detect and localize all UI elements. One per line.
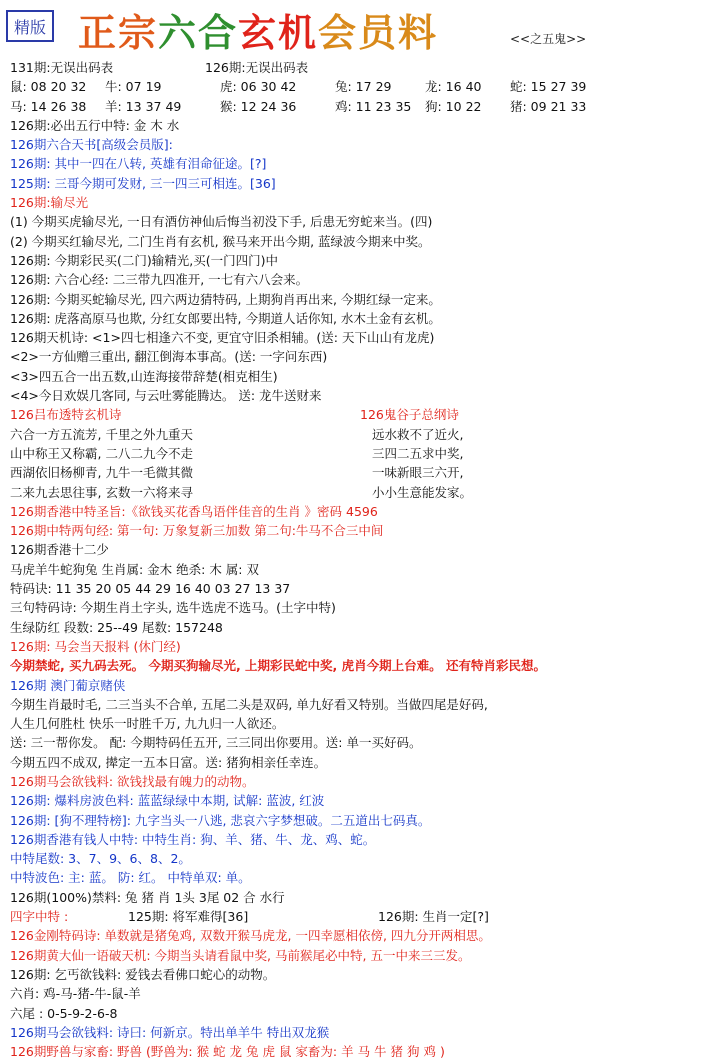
poem-left: 山中称王又称霸, 二八二九今不走 (10, 445, 193, 461)
page-title (78, 2, 438, 57)
poem-right: 远水救不了近火, (372, 426, 464, 442)
text-line: 今期五四不成双, 撵定一五本日富。送: 猪狗相亲任幸连。 (10, 754, 327, 770)
text-line: 126期(100%)禁料: 兔 猪 肖 1头 3尾 02 合 水行 (10, 889, 285, 905)
text-line: 126期野兽与家畜: 野兽 (野兽为: 猴 蛇 龙 兔 虎 鼠 家畜为: 羊 马 牛 猪 狗 鸡 ) (10, 1044, 445, 1060)
poem-left: 六合一方五流芳, 千里之外九重天 (10, 426, 193, 442)
text-line: 126期香港十二少 (10, 542, 109, 558)
text-line: 126期香港中特圣旨:《欲钱买花香鸟语伴佳音的生肖 》密码 4596 (10, 503, 378, 519)
poem-row (10, 463, 696, 482)
text-line: 126期: 其中一四在八转, 英雄有泪命征途。[?] (10, 156, 267, 172)
poem-titles (10, 405, 696, 424)
text-line: 126期: 今期买蛇输尽光, 四六两边猜特码, 上期狗肖再出来, 今期红绿一定来。 (10, 291, 441, 307)
poem-title-right: 126鬼谷子总纲诗 (360, 407, 459, 423)
zodiac-cell: 鸡: 11 23 35 (335, 98, 412, 114)
text-line: 126期香港有钱人中特: 中特生肖: 狗、羊、猪、牛、龙、鸡、蛇。 (10, 831, 376, 847)
text-line: 126期: 今期彩民买(二门)输精光,买(一门四门)中 (10, 252, 279, 268)
text-line: 126期马会欲钱料: 欲钱找最有魄力的动物。 (10, 773, 255, 789)
zodiac-cell: 龙: 16 40 (425, 79, 482, 95)
text-line: 126期天机诗: <1>四七相逢六不变, 更宜守旧杀相辅。(送: 天下山山有龙虎) (10, 330, 435, 346)
zodiac-cell: 猪: 09 21 33 (510, 98, 587, 114)
title-part-3: 玄机 (238, 10, 319, 55)
text-line: 126期:必出五行中特: 金 木 水 (10, 117, 180, 133)
poem-row (10, 483, 696, 502)
poem-row (10, 425, 696, 444)
code-table-title-131: 131期:无误出码表 (10, 60, 114, 75)
zodiac-cell: 羊: 13 37 49 (105, 98, 182, 114)
four-character-label: 四字中特 : (10, 909, 69, 925)
text-line: (2) 今期买红输尽光, 二门生肖有玄机, 猴马来开出今期, 蓝绿波今期来中奖。 (10, 233, 431, 249)
text-line: 125期: 三哥今期可发财, 三一四三可相连。[36] (10, 175, 276, 191)
code-table-header (10, 58, 696, 77)
text-line: 特码诀: 11 35 20 05 44 29 16 40 03 27 13 37 (10, 581, 291, 597)
prev-period-note: 125期: 将军难得[36] (128, 909, 249, 925)
zodiac-cell: 马: 14 26 38 (10, 98, 87, 114)
text-line: 今期生肖最时毛, 二三当头不合单, 五尾二头是双码, 单九好看又特别。当做四尾是好码, (10, 696, 488, 712)
current-period-note: 126期: 生肖一定[?] (378, 909, 489, 925)
poem-right: 小小生意能发家。 (372, 484, 473, 500)
zodiac-cell: 猴: 12 24 36 (220, 98, 297, 114)
text-line: 今期禁蛇, 买九码去死。 今期买狗输尽光, 上期彩民蛇中奖, 虎肖今期上台难。 还有特肖彩民想。 (10, 658, 547, 674)
section-heading: 126期: 马会当天报料 (休门经) (10, 638, 181, 654)
poem-left: 西湖依旧杨柳青, 九牛一毛微其微 (10, 465, 193, 481)
text-line: 人生几何胜杜 快乐一时胜千万, 九九归一人欲还。 (10, 716, 285, 732)
text-line: 三句特码诗: 今期生肖土字头, 选牛选虎不选马。(土字中特) (10, 600, 336, 616)
section-heading: 126期:输尽光 (10, 195, 89, 211)
title-part-2: 六合 (158, 10, 239, 55)
title-part-1: 正宗 (78, 10, 159, 55)
text-line: 送: 三一帮你发。 配: 今期特码任五开, 三三同出你要用。送: 单一买好码。 (10, 735, 422, 751)
text-line: 126期: 虎落高原马也欺, 分红女郎要出特, 今期道人话你知, 水木土金有玄机。 (10, 310, 441, 326)
text-line: 126期: 爆料房波色料: 蓝蓝绿绿中本期, 试解: 蓝波, 红波 (10, 793, 325, 809)
zodiac-cell: 牛: 07 19 (105, 79, 162, 95)
text-line: <4>今日欢娱几客同, 与云吐雾能腾达。 送: 龙牛送财来 (10, 388, 322, 404)
zodiac-cell: 虎: 06 30 42 (220, 79, 297, 95)
poem-right: 三四二五求中奖, (372, 445, 464, 461)
poem-title-left: 126吕布透特玄机诗 (10, 407, 122, 423)
text-line: <2>一方仙赠三重出, 翻江倒海本事高。(送: 一字问东西) (10, 349, 328, 365)
text-line: 中特波色: 主: 蓝。 防: 红。 中特单双: 单。 (10, 870, 251, 886)
text-line: 中特尾数: 3、7、9、6、8、2。 (10, 851, 191, 867)
text-line: 126金刚特码诗: 单数就是猪兔鸡, 双数开猴马虎龙, 一四幸愿相依傍, 四九分开两相思。 (10, 928, 491, 944)
text-line: 126期: 乞丐欲钱料: 爱钱去看佛口蛇心的动物。 (10, 966, 276, 982)
text-line: 生绿防红 段数: 25--49 尾数: 157248 (10, 619, 223, 635)
zodiac-row-2 (10, 97, 696, 116)
edition-badge: 精版 (6, 10, 54, 42)
section-heading: 126期 澳门葡京赌侠 (10, 677, 126, 693)
content (10, 58, 696, 1061)
text-line: 126期: 六合心经: 二三带九四准开, 一七有六八会来。 (10, 272, 309, 288)
zodiac-cell: 兔: 17 29 (335, 79, 392, 95)
text-line: 126期六合天书[高级会员版]: (10, 137, 173, 153)
header (0, 0, 702, 56)
text-line: 126期黄大仙一语破天机: 今期当头请看鼠中奖, 马前猴尾必中特, 五一中来三三发。 (10, 947, 471, 963)
zodiac-cell: 狗: 10 22 (425, 98, 482, 114)
zodiac-cell: 蛇: 15 27 39 (510, 79, 587, 95)
text-line: 六肖: 鸡-马-猪-牛-鼠-羊 (10, 986, 141, 1002)
zodiac-cell: 鼠: 08 20 32 (10, 79, 87, 95)
text-line: 六尾 : 0-5-9-2-6-8 (10, 1005, 118, 1021)
code-table-title-126: 126期:无误出码表 (205, 60, 309, 75)
text-line: 126期马会欲钱料: 诗曰: 何新京。特出单羊牛 特出双龙猴 (10, 1024, 330, 1040)
poem-left: 二来九去思往事, 玄数一六将来寻 (10, 484, 193, 500)
text-line: <3>四五合一出五数,山连海接带辞楚(相克相生) (10, 368, 278, 384)
poem-row (10, 444, 696, 463)
text-line: 马虎羊牛蛇狗兔 生肖属: 金木 绝杀: 木 属: 双 (10, 561, 259, 577)
title-part-4: 会员料 (318, 10, 439, 55)
text-line: (1) 今期买虎输尽光, 一日有酒仿神仙后悔当初没下手, 后患无穷蛇来当。(四) (10, 214, 433, 230)
text-line: 126期: [狗不理特榜]: 九字当头一八逃, 悲哀六字梦想破。二五道出七码真。 (10, 812, 431, 828)
zodiac-row-1 (10, 77, 696, 96)
text-line: 126期中特两句经: 第一句: 万象复新三加数 第二句:牛马不合三中间 (10, 523, 384, 539)
tagline: <<之五鬼>> (510, 32, 587, 46)
poem-right: 一味新眼三六开, (372, 465, 464, 481)
text-line-split (10, 907, 696, 926)
